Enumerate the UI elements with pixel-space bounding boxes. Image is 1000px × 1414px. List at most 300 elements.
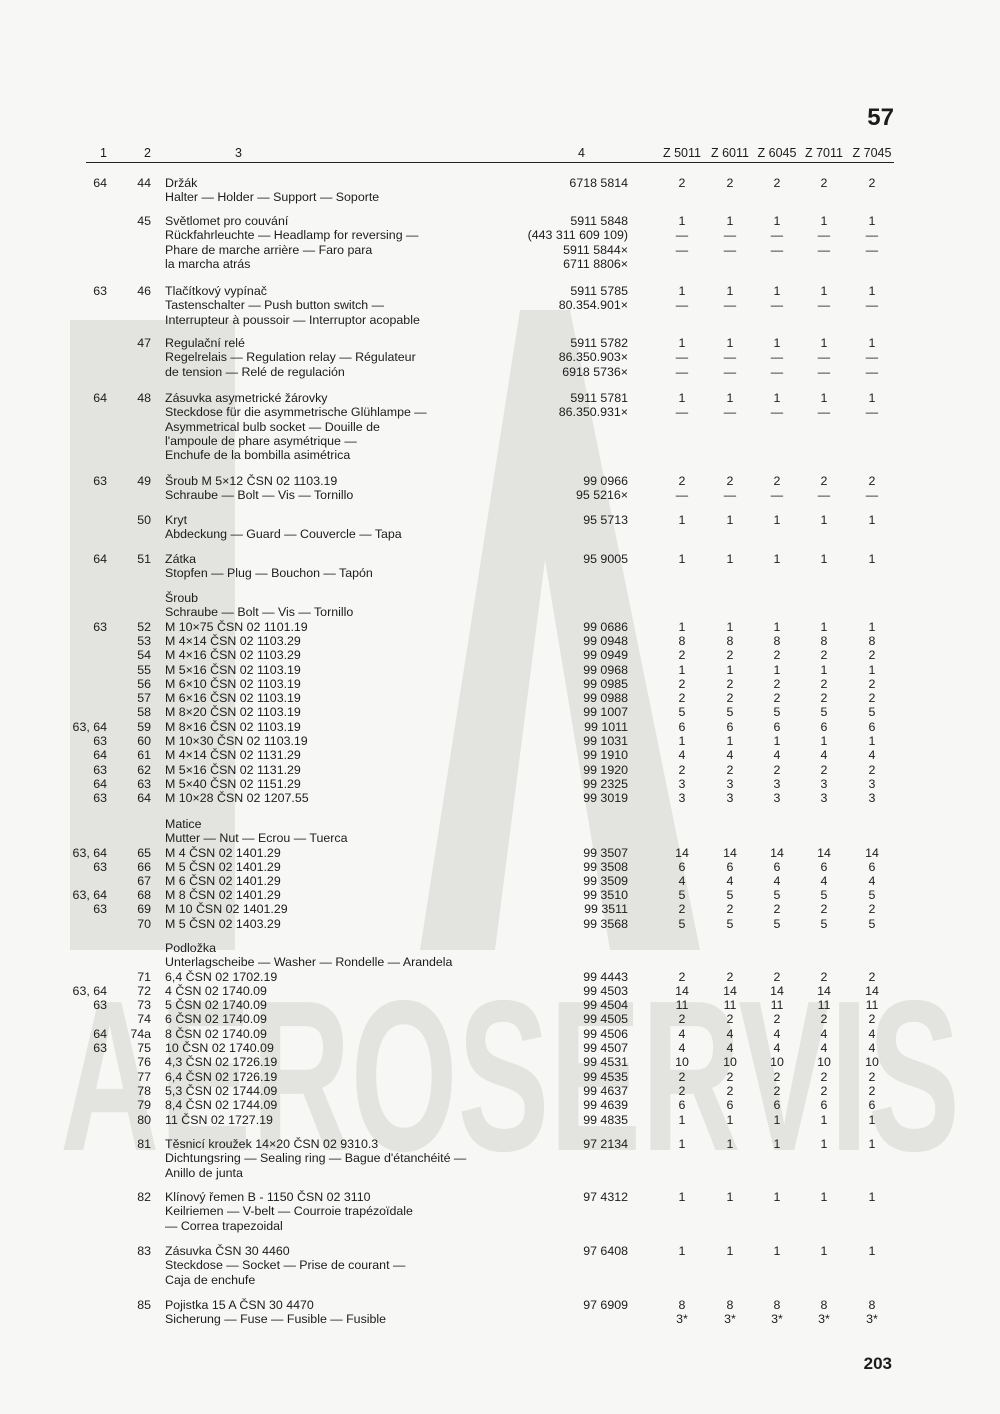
qty-value: 2: [773, 648, 781, 662]
qty-z6011: [715, 1190, 745, 1204]
qty-z6011: [715, 720, 745, 734]
qty-z7011: [809, 720, 839, 734]
qty-z7045: [857, 677, 887, 691]
part-number-line: 99 3510: [583, 888, 628, 902]
qty-z6045: [762, 763, 792, 777]
qty-value: —: [817, 405, 831, 420]
qty-value: 1: [773, 1137, 781, 1151]
qty-value: 14: [723, 984, 737, 998]
qty-value: 4: [773, 748, 781, 762]
qty-z7011: [809, 734, 839, 748]
qty-z5011: [667, 284, 697, 313]
part-number: [559, 284, 628, 313]
qty-value: 2: [726, 648, 734, 662]
qty-value: —: [770, 488, 784, 503]
qty-value: 2: [678, 176, 686, 190]
qty-value: 1: [820, 620, 828, 634]
qty-value: 1: [678, 391, 686, 405]
part-description: [165, 734, 308, 748]
figure-ref: 64: [93, 1027, 107, 1041]
description-line: M 10×75 ČSN 02 1101.19: [165, 620, 308, 634]
qty-z6011: [715, 474, 745, 503]
qty-value: 4: [868, 1027, 876, 1041]
qty-value: 1: [678, 620, 686, 634]
qty-z5011: [667, 917, 697, 931]
qty-value: 3: [678, 791, 686, 805]
qty-value: 1: [678, 1244, 686, 1258]
qty-value: —: [770, 350, 784, 365]
qty-z6045: [762, 663, 792, 677]
qty-value: 1: [678, 1137, 686, 1151]
description-line: M 10×30 ČSN 02 1103.19: [165, 734, 308, 748]
qty-value: —: [817, 364, 831, 379]
qty-z6011: [715, 1137, 745, 1151]
qty-z5011: [667, 634, 697, 648]
qty-z7045: [857, 998, 887, 1012]
qty-value: 3: [820, 777, 828, 791]
description-line: Interrupteur à poussoir — Interruptor acopable: [165, 312, 420, 327]
qty-z7011: [809, 860, 839, 874]
qty-value: 2: [678, 1084, 686, 1098]
qty-value: 4: [820, 874, 828, 888]
part-description: [165, 888, 281, 902]
description-line: 4,3 ČSN 02 1726.19: [165, 1055, 278, 1069]
figure-ref: 63: [93, 284, 107, 298]
qty-value: 1: [868, 284, 876, 298]
qty-z7011: [809, 705, 839, 719]
description-line: Keilriemen — V-belt — Courroie trapézoïdale: [165, 1204, 413, 1219]
qty-value: 1: [868, 1137, 876, 1151]
part-description: [165, 705, 301, 719]
description-line: M 10 ČSN 02 1401.29: [165, 902, 288, 916]
part-number: [583, 1027, 628, 1041]
qty-value: 3: [726, 791, 734, 805]
part-number-line: 99 0966: [583, 474, 628, 488]
qty-z6045: [762, 1098, 792, 1112]
description-line: Phare de marche arrière — Faro para: [165, 242, 373, 257]
qty-z5011: [667, 1055, 697, 1069]
part-description: [165, 1113, 273, 1127]
qty-value: 2: [678, 677, 686, 691]
qty-value: 1: [868, 336, 876, 350]
qty-z5011: [667, 1137, 697, 1151]
qty-z6011: [715, 705, 745, 719]
qty-value: 3*: [724, 1312, 736, 1327]
qty-z5011: [667, 391, 697, 420]
part-description: [165, 691, 301, 705]
figure-ref: 64: [93, 391, 107, 405]
qty-value: 1: [678, 284, 686, 298]
qty-z6045: [762, 634, 792, 648]
part-description: [165, 984, 267, 998]
qty-z6045: [762, 620, 792, 634]
item-number: 44: [137, 176, 151, 190]
qty-z6011: [715, 552, 745, 566]
figure-ref: 63, 64: [72, 888, 107, 902]
description-line: Pojistka 15 A ČSN 30 4470: [165, 1298, 314, 1312]
col-header-z7011: Z 7011: [805, 146, 843, 160]
description-line: l'ampoule de phare asymétrique —: [165, 433, 357, 448]
qty-z6045: [762, 1055, 792, 1069]
qty-z5011: [667, 176, 697, 190]
part-number: [559, 391, 628, 420]
part-number-line: 99 4443: [583, 970, 628, 984]
qty-z7045: [857, 970, 887, 984]
qty-z7011: [809, 634, 839, 648]
part-number-line: 99 0988: [583, 691, 628, 705]
qty-value: 1: [773, 552, 781, 566]
qty-z7045: [857, 1098, 887, 1112]
qty-value: 4: [726, 874, 734, 888]
description-line: M 6×10 ČSN 02 1103.19: [165, 677, 301, 691]
qty-value: 2: [678, 902, 686, 916]
qty-value: 1: [820, 214, 828, 228]
qty-value: 5: [678, 888, 686, 902]
item-number: 58: [137, 705, 151, 719]
qty-z6045: [762, 552, 792, 566]
item-number: 48: [137, 391, 151, 405]
qty-z5011: [667, 1244, 697, 1258]
qty-value: —: [865, 298, 879, 313]
qty-z7045: [857, 513, 887, 527]
qty-z5011: [667, 474, 697, 503]
part-number-line: 95 5713: [583, 513, 628, 527]
qty-z7011: [809, 998, 839, 1012]
description-line: Mutter — Nut — Ecrou — Tuerca: [165, 831, 348, 846]
qty-z6045: [762, 391, 792, 420]
description-line: M 10×28 ČSN 02 1207.55: [165, 791, 309, 805]
qty-z6045: [762, 860, 792, 874]
description-line: M 5×16 ČSN 02 1103.19: [165, 663, 301, 677]
qty-z7045: [857, 860, 887, 874]
part-number-line: (443 311 609 109): [527, 228, 628, 243]
part-number: [583, 705, 628, 719]
qty-z6045: [762, 1041, 792, 1055]
qty-z6011: [715, 677, 745, 691]
qty-value: —: [817, 350, 831, 365]
qty-z6045: [762, 1084, 792, 1098]
qty-value: 6: [773, 720, 781, 734]
part-description: [165, 634, 301, 648]
item-number: 85: [137, 1298, 151, 1312]
qty-value: —: [723, 228, 737, 243]
qty-z7011: [809, 1084, 839, 1098]
qty-z7045: [857, 748, 887, 762]
part-number: [583, 620, 628, 634]
qty-value: 2: [678, 970, 686, 984]
qty-value: 1: [820, 1244, 828, 1258]
description-line: M 4×16 ČSN 02 1103.29: [165, 648, 301, 662]
qty-z7011: [809, 552, 839, 566]
qty-value: 2: [868, 691, 876, 705]
qty-value: 5: [868, 888, 876, 902]
qty-z6045: [762, 1244, 792, 1258]
qty-z5011: [667, 1190, 697, 1204]
qty-value: 1: [820, 284, 828, 298]
qty-value: —: [770, 242, 784, 257]
qty-z7011: [809, 336, 839, 379]
description-line: 8,4 ČSN 02 1744.09: [165, 1098, 278, 1112]
description-line: de tension — Relé de regulación: [165, 364, 345, 379]
description-line: Regulační relé: [165, 336, 245, 350]
qty-value: 2: [773, 1070, 781, 1084]
part-number-line: 99 1910: [583, 748, 628, 762]
description-line: M 8 ČSN 02 1401.29: [165, 888, 281, 902]
qty-z7045: [857, 1012, 887, 1026]
description-line: 10 ČSN 02 1740.09: [165, 1041, 274, 1055]
part-number-line: 5911 5844×: [563, 242, 628, 257]
part-number: [583, 677, 628, 691]
qty-value: 8: [773, 1298, 781, 1312]
description-line: 4 ČSN 02 1740.09: [165, 984, 267, 998]
qty-value: 5: [726, 917, 734, 931]
figure-ref: 63: [93, 791, 107, 805]
qty-z7045: [857, 1055, 887, 1069]
qty-value: 2: [726, 691, 734, 705]
qty-z6045: [762, 677, 792, 691]
part-number-line: 99 3508: [583, 860, 628, 874]
part-description: [165, 874, 281, 888]
part-number-line: 99 3019: [583, 791, 628, 805]
qty-z6011: [715, 917, 745, 931]
description-line: Steckdose für die asymmetrische Glühlampe —: [165, 405, 427, 420]
qty-value: 1: [678, 552, 686, 566]
part-description: [165, 970, 277, 984]
qty-z7045: [857, 391, 887, 420]
description-line: M 6 ČSN 02 1401.29: [165, 874, 281, 888]
part-number-line: 99 4507: [583, 1041, 628, 1055]
qty-z5011: [667, 663, 697, 677]
item-number: 76: [137, 1055, 151, 1069]
qty-value: 5: [820, 917, 828, 931]
part-number-line: 99 0948: [583, 634, 628, 648]
part-number-line: 99 0949: [583, 648, 628, 662]
qty-z7011: [809, 1298, 839, 1327]
qty-value: 6: [773, 860, 781, 874]
description-line: Zásuvka ČSN 30 4460: [165, 1244, 290, 1258]
qty-z6011: [715, 1055, 745, 1069]
qty-value: 2: [726, 902, 734, 916]
qty-value: 2: [773, 970, 781, 984]
qty-z6045: [762, 748, 792, 762]
qty-value: 1: [868, 1113, 876, 1127]
qty-z5011: [667, 1298, 697, 1327]
qty-z6011: [715, 663, 745, 677]
part-description: [165, 791, 309, 805]
qty-value: 6: [820, 860, 828, 874]
qty-value: 2: [820, 648, 828, 662]
part-number: [528, 214, 628, 271]
qty-value: 5: [726, 705, 734, 719]
qty-value: 1: [820, 663, 828, 677]
qty-z5011: [667, 1113, 697, 1127]
part-number-line: 95 5216×: [575, 488, 628, 503]
part-description: [165, 1137, 466, 1180]
part-number: [583, 998, 628, 1012]
qty-z7011: [809, 1055, 839, 1069]
qty-value: 1: [868, 552, 876, 566]
part-number: [584, 720, 628, 734]
description-line: Steckdose — Socket — Prise de courant —: [165, 1258, 406, 1273]
part-number-line: 99 4531: [583, 1055, 628, 1069]
item-number: 73: [137, 998, 151, 1012]
qty-value: —: [723, 242, 737, 257]
qty-value: —: [723, 405, 737, 420]
part-number-line: 97 6408: [583, 1244, 628, 1258]
qty-value: —: [817, 488, 831, 503]
qty-z6045: [762, 336, 792, 379]
qty-value: 4: [868, 748, 876, 762]
qty-z7045: [857, 763, 887, 777]
item-number: 77: [137, 1070, 151, 1084]
qty-z7045: [857, 777, 887, 791]
part-number-line: 99 3509: [583, 874, 628, 888]
part-number-line: 99 4504: [583, 998, 628, 1012]
qty-z6011: [715, 214, 745, 257]
qty-value: 2: [726, 176, 734, 190]
qty-value: 8: [678, 1298, 686, 1312]
qty-z7011: [809, 691, 839, 705]
part-number: [583, 917, 628, 931]
qty-z7045: [857, 620, 887, 634]
qty-z6011: [715, 763, 745, 777]
qty-value: 2: [678, 691, 686, 705]
item-number: 50: [137, 513, 151, 527]
item-number: 53: [137, 634, 151, 648]
qty-value: 1: [678, 663, 686, 677]
qty-z6011: [715, 513, 745, 527]
part-description: [165, 1041, 274, 1055]
description-line: M 5 ČSN 02 1401.29: [165, 860, 281, 874]
qty-value: —: [770, 405, 784, 420]
qty-z6011: [715, 336, 745, 379]
description-line: Podložka: [165, 941, 216, 955]
qty-z6011: [715, 734, 745, 748]
qty-z7011: [809, 677, 839, 691]
qty-value: 6: [678, 860, 686, 874]
part-number: [583, 513, 628, 527]
qty-z5011: [667, 970, 697, 984]
part-number: [583, 734, 628, 748]
qty-value: —: [865, 350, 879, 365]
qty-value: 1: [868, 214, 876, 228]
qty-value: 10: [723, 1055, 737, 1069]
col-header-z7045: Z 7045: [852, 146, 892, 160]
qty-value: 4: [678, 748, 686, 762]
qty-z5011: [667, 648, 697, 662]
qty-value: 1: [726, 513, 734, 527]
part-description: [165, 1070, 277, 1084]
description-line: M 5×40 ČSN 02 1151.29: [165, 777, 301, 791]
qty-value: 1: [726, 284, 734, 298]
qty-z6045: [762, 1137, 792, 1151]
item-number: 57: [137, 691, 151, 705]
qty-z6045: [762, 846, 792, 860]
qty-z7045: [857, 1190, 887, 1204]
qty-value: 10: [770, 1055, 784, 1069]
part-number: [583, 791, 628, 805]
part-description: [165, 214, 418, 271]
qty-value: 1: [678, 1190, 686, 1204]
qty-z5011: [667, 1070, 697, 1084]
qty-value: 3: [820, 791, 828, 805]
qty-z5011: [667, 1084, 697, 1098]
item-number: 49: [137, 474, 151, 488]
qty-z7011: [809, 284, 839, 313]
part-description: [165, 1027, 267, 1041]
part-description: [165, 1012, 267, 1026]
part-number: [583, 777, 628, 791]
qty-value: —: [817, 228, 831, 243]
part-description: [165, 648, 301, 662]
part-description: [165, 176, 379, 205]
description-line: Enchufe de la bombilla asimétrica: [165, 448, 351, 463]
col-header-z6045: Z 6045: [757, 146, 797, 160]
part-description: [165, 763, 301, 777]
part-description: [165, 513, 402, 542]
qty-z5011: [667, 214, 697, 257]
qty-z5011: [667, 874, 697, 888]
part-number-line: 6918 5736×: [562, 364, 628, 379]
part-number-line: 99 3507: [583, 846, 628, 860]
qty-value: —: [770, 298, 784, 313]
part-number-line: 99 3511: [584, 902, 628, 916]
qty-value: 4: [678, 1041, 686, 1055]
figure-ref: 63, 64: [72, 846, 107, 860]
qty-z6011: [715, 984, 745, 998]
qty-z6011: [715, 998, 745, 1012]
figure-ref: 63, 64: [72, 720, 107, 734]
qty-z7011: [809, 214, 839, 257]
qty-z6011: [715, 1113, 745, 1127]
qty-value: 1: [773, 1113, 781, 1127]
qty-value: —: [723, 350, 737, 365]
qty-z7045: [857, 705, 887, 719]
qty-value: 4: [726, 1041, 734, 1055]
item-number: 80: [137, 1113, 151, 1127]
part-number-line: 99 4503: [583, 984, 628, 998]
col-header-1: 1: [100, 146, 107, 160]
item-number: 59: [137, 720, 151, 734]
figure-ref: 63: [93, 734, 107, 748]
qty-z7045: [857, 902, 887, 916]
part-description: [165, 1190, 413, 1233]
qty-value: 2: [868, 474, 876, 488]
qty-value: 6: [868, 860, 876, 874]
qty-z7045: [857, 1113, 887, 1127]
qty-z7045: [857, 1137, 887, 1151]
qty-z7011: [809, 1012, 839, 1026]
qty-value: 2: [820, 902, 828, 916]
qty-value: 5: [678, 705, 686, 719]
part-number-line: 99 0968: [583, 663, 628, 677]
qty-value: 1: [726, 552, 734, 566]
qty-z7045: [857, 888, 887, 902]
qty-value: 2: [773, 1084, 781, 1098]
description-line: M 8×16 ČSN 02 1103.19: [165, 720, 301, 734]
qty-z7045: [857, 1027, 887, 1041]
qty-value: 1: [773, 214, 781, 228]
part-number: [583, 1055, 628, 1069]
qty-value: 1: [820, 1137, 828, 1151]
part-number-line: 99 1031: [583, 734, 628, 748]
qty-z7045: [857, 874, 887, 888]
item-number: 69: [137, 902, 151, 916]
qty-value: 3*: [866, 1312, 878, 1327]
part-number: [583, 663, 628, 677]
qty-z7011: [809, 846, 839, 860]
qty-value: 6: [820, 720, 828, 734]
